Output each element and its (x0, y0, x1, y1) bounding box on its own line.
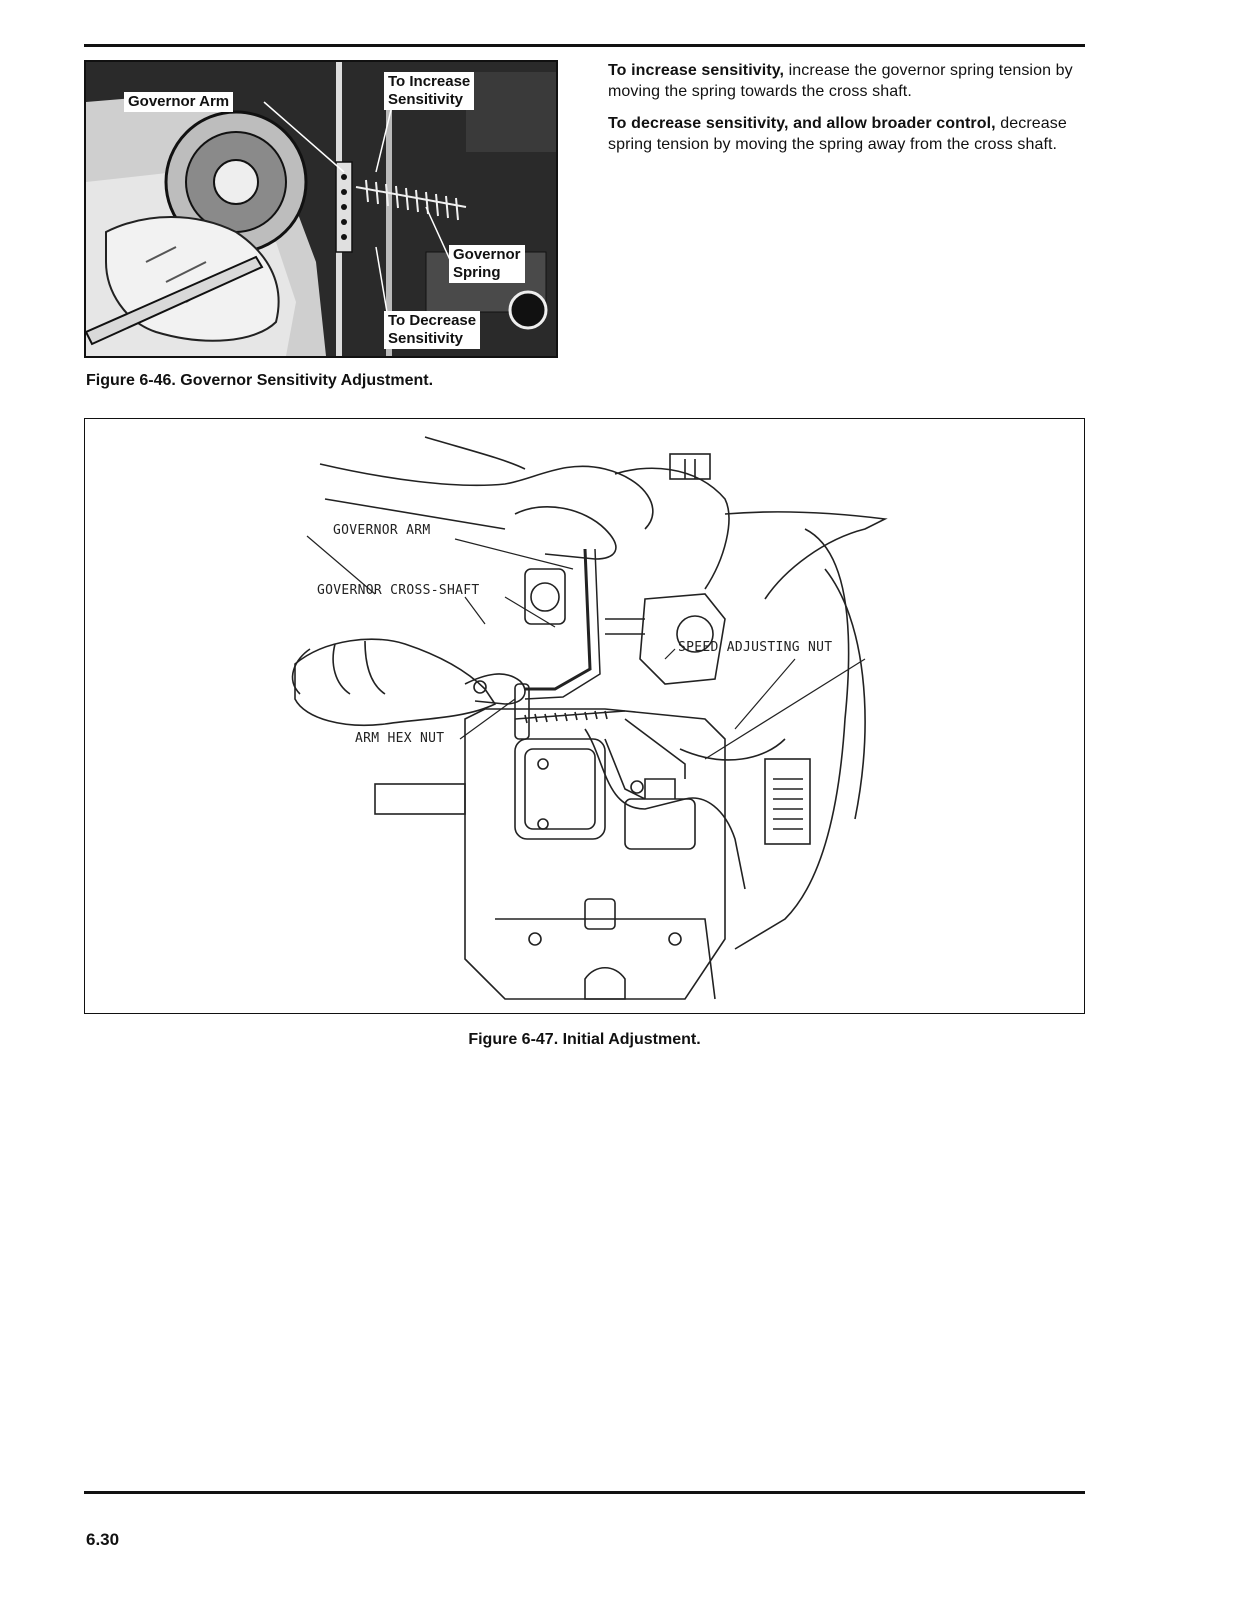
sensitivity-instructions (608, 60, 1086, 166)
governor-spring-line1: Governor (453, 246, 521, 263)
speed-adjusting-nut-callout: SPEED ADJUSTING NUT (678, 640, 833, 655)
governor-arm-label: Governor Arm (124, 92, 233, 112)
arm-hex-nut-callout: ARM HEX NUT (355, 731, 445, 746)
to-increase-line2: Sensitivity (388, 91, 464, 108)
to-increase-sensitivity-label (384, 72, 474, 110)
decrease-sensitivity-heading: To decrease sensitivity, and allow broader control, (608, 115, 996, 132)
engine-line-drawing (85, 419, 1084, 1013)
governor-spring-label (449, 245, 525, 283)
increase-sensitivity-paragraph (608, 60, 1086, 102)
increase-sensitivity-heading: To increase sensitivity, (608, 62, 785, 79)
to-decrease-line1: To Decrease (388, 312, 477, 329)
governor-arm-callout: GOVERNOR ARM (333, 523, 431, 538)
page-number: 6.30 (86, 1530, 120, 1549)
to-decrease-sensitivity-label (384, 311, 480, 349)
decrease-sensitivity-paragraph (608, 113, 1086, 155)
figure-6-47-drawing (84, 418, 1085, 1014)
governor-cross-shaft-callout: GOVERNOR CROSS-SHAFT (317, 583, 480, 598)
decrease-sensitivity-text: decrease spring tension by moving the spring away from the cross shaft. (608, 115, 1067, 153)
to-increase-line1: To Increase (388, 73, 471, 90)
figure-6-46-photo (84, 60, 558, 358)
to-decrease-line2: Sensitivity (388, 330, 464, 347)
figure-6-47-caption: Figure 6-47. Initial Adjustment. (468, 1031, 701, 1048)
figure-6-46-caption: Figure 6-46. Governor Sensitivity Adjustment. (86, 372, 434, 389)
top-rule (84, 44, 1085, 47)
governor-spring-line2: Spring (453, 264, 501, 281)
bottom-rule (84, 1491, 1085, 1494)
increase-sensitivity-text: increase the governor spring tension by moving the spring towards the cross shaft. (608, 62, 1073, 100)
